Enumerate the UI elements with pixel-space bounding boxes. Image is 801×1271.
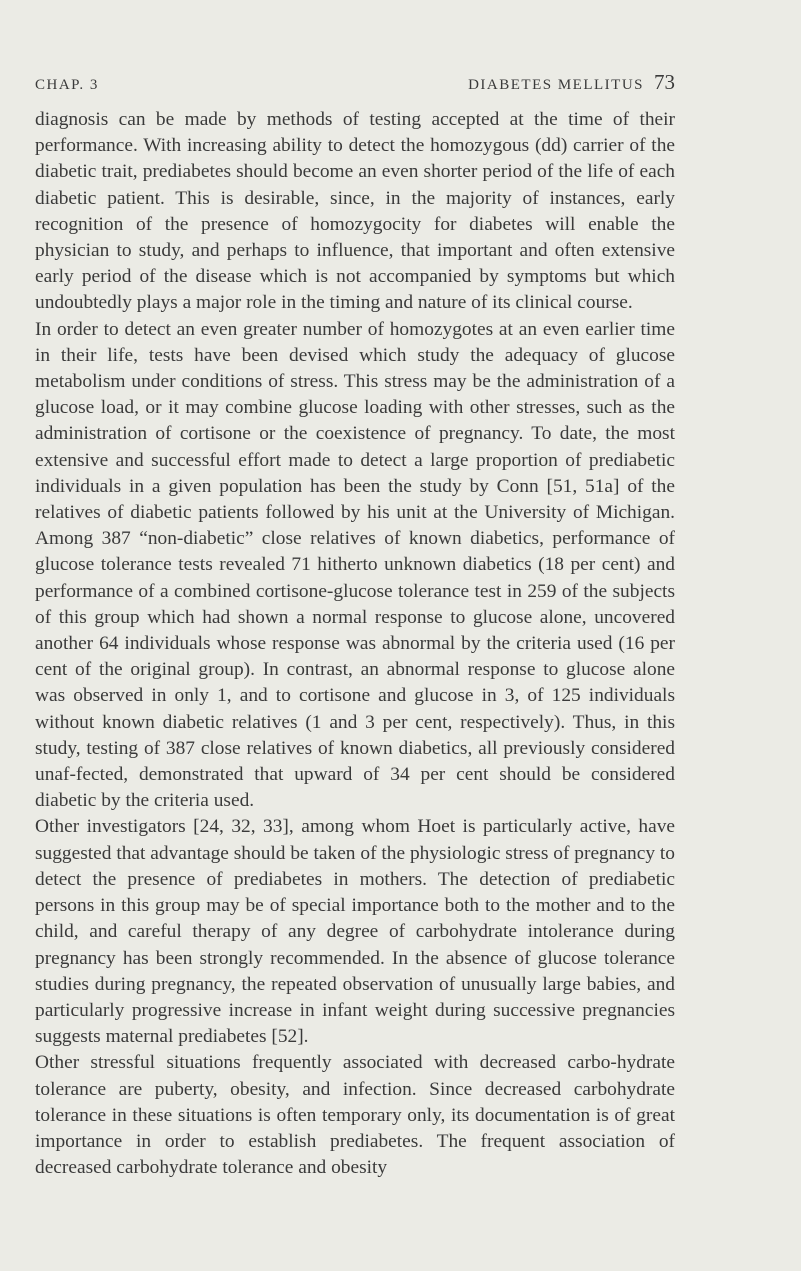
paragraph-4: Other stressful situations frequently associated with decreased carbo-hydrate tolerance are puberty, obesity, and infection. Since decreased carbohydrate tolerance in these situations is often temporary only, its documentation is of great importance in order to establish prediabetes. The frequent association of decreased carbohydrate tolerance and obesity [35, 1052, 675, 1179]
running-header [35, 70, 675, 95]
body-text [35, 107, 675, 1181]
paragraph-1: diagnosis can be made by methods of testing accepted at the time of their performance. With increasing ability to detect the homozygous (dd) carrier of the diabetic trait, prediabetes should become an even shorter period of the life of each diabetic patient. This is desirable, since, in the majority of instances, early recognition of the presence of homozygocity for diabetes will enable the physician to study, and perhaps to influence, that important and often extensive early period of the disease which is not accompanied by symptoms but which undoubtedly plays a major role in the timing and nature of its clinical course. [35, 109, 675, 314]
paragraph-2: In order to detect an even greater number of homozygotes at an even earlier time in their life, tests have been devised which study the adequacy of glucose metabolism under conditions of stress. This stress may be the administration of a glucose load, or it may combine glucose loading with other stresses, such as the administration of cortisone or the coexistence of pregnancy. To date, the most extensive and successful effort made to detect a large proportion of prediabetic individuals in a given population has been the study by Conn [51, 51a] of the relatives of diabetic patients followed by his unit at the University of Michigan. Among 387 “non-diabetic” close relatives of known diabetics, performance of glucose tolerance tests revealed 71 hitherto unknown diabetics (18 per cent) and performance of a combined cortisone-glucose tolerance test in 259 of the subjects of this group which had shown a normal response to glucose alone, uncovered another 64 individuals whose response was abnormal by the criteria used (16 per cent of the original group). In contrast, an abnormal response to glucose alone was observed in only 1, and to cortisone and glucose in 3, of 125 individuals without known diabetic relatives (1 and 3 per cent, respectively). Thus, in this study, testing of 387 close relatives of known diabetics, all previously considered unaf-fected, demonstrated that upward of 34 per cent should be considered diabetic by the criteria used. [35, 318, 675, 812]
chapter-label: CHAP. 3 [35, 77, 99, 93]
page-number: 73 [654, 70, 675, 94]
running-title: DIABETES MELLITUS [468, 77, 644, 93]
paragraph-3: Other investigators [24, 32, 33], among whom Hoet is particularly active, have suggested that advantage should be taken of the physiologic stress of pregnancy to detect the presence of prediabetes in mothers. The detection of prediabetic persons in this group may be of special importance both to the mother and to the child, and careful therapy of any degree of carbohydrate intolerance during pregnancy has been strongly recommended. In the absence of glucose tolerance studies during pregnancy, the repeated observation of unusually large babies, and particularly progressive increase in infant weight during successive pregnancies suggests maternal prediabetes [52]. [35, 816, 675, 1048]
header-right [468, 70, 675, 95]
